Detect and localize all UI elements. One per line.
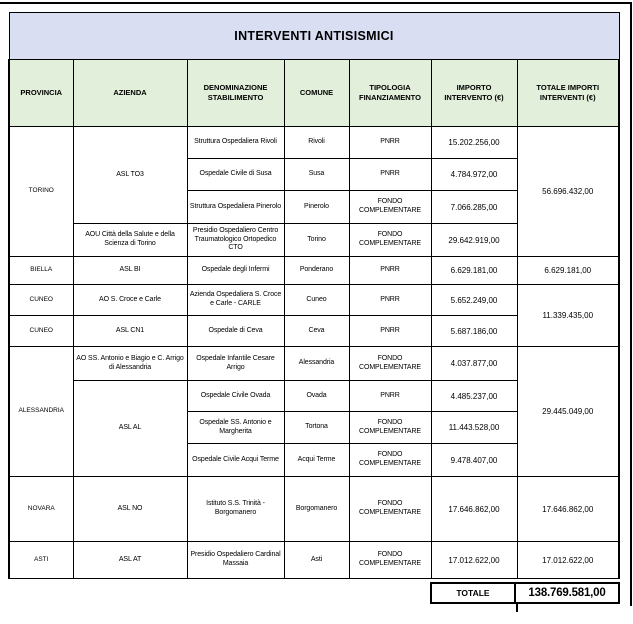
page-frame-top-line [0,2,632,4]
cell-comune: Ceva [284,316,349,347]
cell-tipologia: PNRR [349,257,431,285]
table-row [9,285,619,316]
grand-total-label: TOTALE [430,582,516,604]
cell-denominazione: Ospedale di Ceva [187,316,284,347]
cell-tipologia: FONDO COMPLEMENTARE [349,191,431,224]
table-row [9,542,619,579]
cell-importo: 4.485.237,00 [431,381,517,412]
cell-totale: 56.696.432,00 [517,127,619,257]
cell-importo: 17.012.622,00 [431,542,517,579]
cell-denominazione: Presidio Ospedaliero Centro Traumatologico Ortopedico CTO [187,224,284,257]
cell-importo: 7.066.285,00 [431,191,517,224]
cell-comune: Pinerolo [284,191,349,224]
table-row [9,347,619,381]
cell-importo: 9.478.407,00 [431,444,517,477]
grand-total-box [430,582,620,604]
cell-tipologia: PNRR [349,159,431,191]
column-header-provincia: PROVINCIA [9,60,73,127]
interventi-table [8,12,620,579]
cell-tipologia: PNRR [349,316,431,347]
cell-comune: Acqui Terme [284,444,349,477]
cell-totale: 29.445.049,00 [517,347,619,477]
cell-importo: 29.642.919,00 [431,224,517,257]
cell-azienda: ASL NO [73,477,187,542]
cell-denominazione: Azienda Ospedaliera S. Croce e Carle - CARLE [187,285,284,316]
table-header-row [9,60,619,127]
cell-denominazione: Presidio Ospedaliero Cardinal Massaia [187,542,284,579]
cell-azienda: ASL CN1 [73,316,187,347]
table-title-row [9,13,619,60]
cell-importo: 5.652.249,00 [431,285,517,316]
cell-tipologia: FONDO COMPLEMENTARE [349,224,431,257]
cell-importo: 4.037.877,00 [431,347,517,381]
cell-importo: 4.784.972,00 [431,159,517,191]
page-title: INTERVENTI ANTISISMICI [9,13,619,60]
column-header-tipologia: TIPOLOGIA FINANZIAMENTO [349,60,431,127]
cell-provincia: NOVARA [9,477,73,542]
grand-total-divider-tick [516,604,518,612]
cell-provincia: CUNEO [9,316,73,347]
cell-provincia: ASTI [9,542,73,579]
cell-tipologia: PNRR [349,381,431,412]
grand-total-value: 138.769.581,00 [514,582,620,604]
cell-denominazione: Ospedale SS. Antonio e Margherita [187,412,284,444]
table-row [9,477,619,542]
cell-totale: 6.629.181,00 [517,257,619,285]
cell-azienda: AO SS. Antonio e Biagio e C. Arrigo di Alessandria [73,347,187,381]
cell-denominazione: Ospedale Civile Ovada [187,381,284,412]
column-header-totale: TOTALE IMPORTI INTERVENTI (€) [517,60,619,127]
cell-provincia: ALESSANDRIA [9,347,73,477]
cell-denominazione: Ospedale Civile di Susa [187,159,284,191]
cell-provincia: CUNEO [9,285,73,316]
cell-comune: Rivoli [284,127,349,159]
cell-tipologia: FONDO COMPLEMENTARE [349,412,431,444]
cell-denominazione: Ospedale degli Infermi [187,257,284,285]
cell-denominazione: Istituto S.S. Trinità - Borgomanero [187,477,284,542]
cell-comune: Asti [284,542,349,579]
cell-importo: 11.443.528,00 [431,412,517,444]
cell-totale: 17.646.862,00 [517,477,619,542]
cell-tipologia: FONDO COMPLEMENTARE [349,477,431,542]
cell-denominazione: Struttura Ospedaliera Pinerolo [187,191,284,224]
cell-tipologia: PNRR [349,285,431,316]
cell-comune: Alessandria [284,347,349,381]
table-row [9,127,619,159]
cell-azienda: ASL TO3 [73,127,187,224]
cell-totale: 11.339.435,00 [517,285,619,347]
cell-comune: Torino [284,224,349,257]
cell-importo: 15.202.256,00 [431,127,517,159]
cell-tipologia: FONDO COMPLEMENTARE [349,444,431,477]
cell-provincia: TORINO [9,127,73,257]
table-row [9,257,619,285]
cell-importo: 17.646.862,00 [431,477,517,542]
column-header-denominazione: DENOMINAZIONE STABILIMENTO [187,60,284,127]
cell-importo: 6.629.181,00 [431,257,517,285]
cell-totale: 17.012.622,00 [517,542,619,579]
cell-tipologia: PNRR [349,127,431,159]
cell-comune: Ovada [284,381,349,412]
column-header-importo: IMPORTO INTERVENTO (€) [431,60,517,127]
cell-azienda: AO S. Croce e Carle [73,285,187,316]
cell-comune: Susa [284,159,349,191]
cell-azienda: ASL AL [73,381,187,477]
cell-denominazione: Struttura Ospedaliera Rivoli [187,127,284,159]
cell-comune: Tortona [284,412,349,444]
column-header-azienda: AZIENDA [73,60,187,127]
cell-denominazione: Ospedale Infantile Cesare Arrigo [187,347,284,381]
cell-comune: Borgomanero [284,477,349,542]
cell-azienda: ASL BI [73,257,187,285]
cell-comune: Ponderano [284,257,349,285]
page-frame-right-line [630,2,632,606]
cell-denominazione: Ospedale Civile Acqui Terme [187,444,284,477]
cell-importo: 5.687.186,00 [431,316,517,347]
cell-tipologia: FONDO COMPLEMENTARE [349,347,431,381]
cell-tipologia: FONDO COMPLEMENTARE [349,542,431,579]
cell-azienda: AOU Città della Salute e della Scienza di Torino [73,224,187,257]
cell-comune: Cuneo [284,285,349,316]
cell-provincia: BIELLA [9,257,73,285]
column-header-comune: COMUNE [284,60,349,127]
cell-azienda: ASL AT [73,542,187,579]
